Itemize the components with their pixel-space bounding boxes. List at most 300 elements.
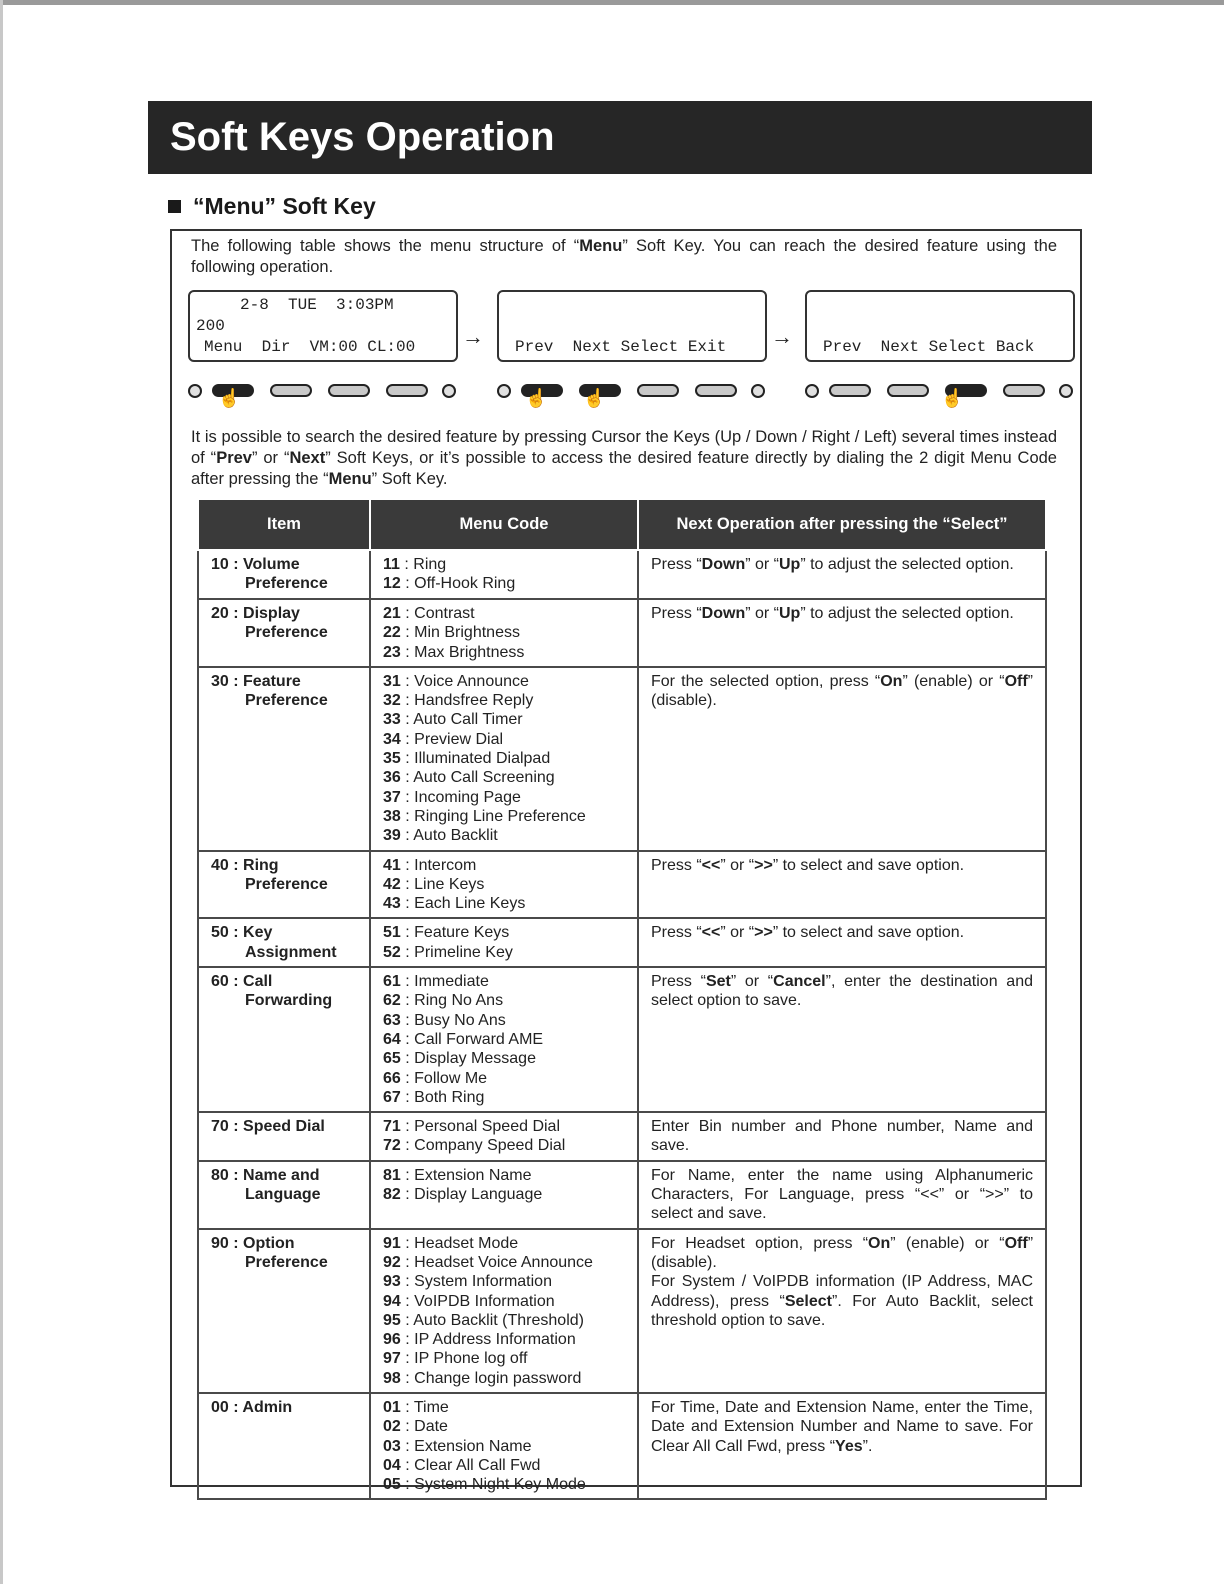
menu-code-label: VoIPDB Information: [414, 1292, 555, 1310]
menu-code-cell: [370, 550, 638, 599]
menu-code-label: Voice Announce: [414, 672, 529, 690]
soft-key-row-2: [497, 378, 769, 408]
item-name-line-2: Language: [245, 1186, 321, 1204]
item-cell: [198, 550, 370, 599]
soft-key-2[interactable]: [270, 384, 312, 397]
operation-text: ” or “: [720, 924, 755, 942]
menu-code-label: Headset Voice Announce: [414, 1253, 593, 1271]
menu-code-separator: :: [400, 973, 415, 991]
menu-code-separator: :: [400, 924, 415, 942]
menu-code-number: 52: [383, 943, 401, 961]
menu-code-line: [383, 923, 625, 942]
menu-code-label: Max Brightness: [414, 643, 525, 661]
intro-paragraph: [191, 236, 1057, 278]
menu-code-separator: :: [400, 788, 415, 806]
arrow-right-icon: →: [771, 324, 793, 349]
menu-code-line: [383, 788, 625, 807]
menu-code-label: Ringing Line Preference: [414, 807, 586, 825]
operation-keyword: <<: [701, 856, 721, 874]
square-bullet-icon: [168, 200, 181, 213]
menu-code-label: Extension Name: [414, 1437, 532, 1455]
menu-code-line: [383, 1166, 625, 1185]
menu-code-number: 34: [383, 730, 401, 748]
menu-code-separator: :: [400, 1118, 415, 1136]
page-title-banner: [148, 101, 1092, 174]
operation-text: Press “: [651, 973, 706, 991]
item-name: 30 : Feature: [211, 672, 301, 690]
menu-code-separator: :: [400, 895, 415, 913]
item-name-line-2: Preference: [245, 1253, 328, 1271]
menu-code-label: Each Line Keys: [414, 895, 526, 913]
menu-code-number: 32: [383, 692, 401, 710]
menu-code-number: 82: [383, 1186, 401, 1204]
menu-code-line: [383, 1417, 625, 1436]
item-name-line-2: Assignment: [245, 943, 337, 961]
menu-code-number: 03: [383, 1437, 401, 1455]
operation-keyword: Down: [701, 605, 746, 622]
operation-keyword: Yes: [835, 1437, 863, 1455]
item-name-line-2: Preference: [245, 624, 328, 642]
scroll-button-left[interactable]: [805, 384, 819, 398]
pressing-hand-icon: ☝: [941, 388, 964, 408]
menu-code-number: 61: [383, 973, 401, 991]
menu-code-number: 66: [383, 1069, 401, 1087]
soft-key-3[interactable]: [328, 384, 370, 397]
menu-code-separator: :: [400, 605, 415, 622]
menu-code-separator: :: [400, 1273, 415, 1291]
menu-code-number: 92: [383, 1253, 401, 1271]
section-heading: [168, 193, 376, 220]
lcd-screen-idle: [188, 290, 458, 362]
page-title: Soft Keys Operation: [170, 115, 555, 159]
menu-structure-table: [197, 500, 1047, 1500]
menu-code-separator: :: [400, 1456, 415, 1474]
item-name: 70 : Speed Dial: [211, 1118, 325, 1136]
menu-code-separator: :: [399, 556, 414, 573]
item-cell: [198, 599, 370, 667]
operation-text: Press “: [651, 924, 702, 942]
item-name: 10 : Volume: [211, 556, 300, 573]
item-cell: [198, 967, 370, 1112]
menu-code-label: Line Keys: [414, 875, 485, 893]
menu-code-line: [383, 555, 625, 574]
menu-code-label: Auto Call Timer: [413, 711, 523, 729]
next-operation-cell: [638, 918, 1046, 967]
menu-code-separator: :: [400, 643, 415, 661]
menu-code-line: [383, 691, 625, 710]
menu-code-label: Auto Backlit (Threshold): [413, 1311, 584, 1329]
menu-code-number: 97: [383, 1350, 401, 1368]
operation-text: For Name, enter the name using Alphanumeric Characters, For Language, press “<<” or “>>” to select and save.: [651, 1166, 1033, 1223]
lcd-line-3: Menu Dir VM:00 CL:00: [204, 338, 416, 356]
soft-key-4[interactable]: [1003, 384, 1045, 397]
menu-code-separator: :: [400, 1476, 415, 1494]
menu-code-label: Display Language: [414, 1186, 543, 1204]
menu-code-separator: :: [400, 624, 415, 642]
menu-code-label: Illuminated Dialpad: [414, 750, 551, 768]
soft-key-1[interactable]: [829, 384, 871, 397]
operation-keyword: Off: [1004, 672, 1028, 690]
scan-edge-top: [0, 0, 1224, 5]
menu-code-label: Auto Call Screening: [413, 769, 555, 787]
menu-code-separator: :: [400, 1311, 414, 1329]
menu-code-number: 91: [383, 1234, 401, 1252]
menu-code-separator: :: [400, 1088, 415, 1106]
menu-code-line: [383, 1437, 625, 1456]
lcd-line-2: 200: [196, 317, 225, 335]
soft-key-4[interactable]: [695, 384, 737, 397]
menu-code-label: Ring No Ans: [414, 992, 504, 1010]
menu-code-line: [383, 1330, 625, 1349]
operation-text: ” (enable) or “: [902, 672, 1005, 690]
menu-code-line: [383, 1234, 625, 1253]
operation-keyword: Set: [705, 973, 731, 991]
scroll-button-left[interactable]: [497, 384, 511, 398]
lcd-line-3: Prev Next Select Exit: [515, 338, 727, 356]
soft-key-4[interactable]: [386, 384, 428, 397]
intro-text-pre: The following table shows the menu structure of “: [191, 237, 580, 255]
operation-text: ” (disable).: [651, 672, 1033, 710]
intro-text-bold: Menu: [579, 237, 623, 255]
menu-code-cell: [370, 1112, 638, 1161]
menu-code-number: 31: [383, 672, 401, 690]
item-cell: [198, 918, 370, 967]
item-name-line-2: Preference: [245, 875, 328, 893]
menu-code-line: [383, 604, 625, 623]
table-row: [198, 1393, 1046, 1499]
menu-code-number: 93: [383, 1273, 401, 1291]
menu-code-label: Headset Mode: [414, 1234, 519, 1252]
menu-code-label: Incoming Page: [414, 788, 521, 806]
pressing-hand-icon: ☝: [583, 388, 606, 408]
menu-code-line: [383, 1369, 625, 1388]
operation-keyword: On: [880, 672, 903, 690]
menu-code-label: Both Ring: [414, 1088, 485, 1106]
operation-text: ” to select and save option.: [772, 856, 965, 874]
menu-code-line: [383, 749, 625, 768]
scroll-button-left[interactable]: [188, 384, 202, 398]
operation-text: Press “: [651, 556, 702, 573]
menu-code-cell: [370, 667, 638, 851]
operation-text: ”. For Auto Backlit, select threshold option to save.: [651, 1292, 1033, 1329]
menu-code-number: 51: [383, 924, 401, 942]
soft-key-row-3: [805, 378, 1077, 408]
menu-code-number: 05: [383, 1476, 401, 1494]
search-text-bold: Menu: [328, 470, 372, 488]
menu-code-line: [383, 1117, 625, 1136]
item-name: 90 : Option: [211, 1234, 295, 1252]
item-name-line-2: Preference: [245, 692, 328, 710]
operation-keyword: Down: [701, 556, 746, 573]
section-title: “Menu” Soft Key: [193, 193, 376, 219]
menu-code-separator: :: [400, 672, 415, 690]
menu-code-separator: :: [400, 1398, 414, 1416]
menu-code-number: 02: [383, 1418, 401, 1436]
menu-code-label: System Night Key Mode: [414, 1476, 586, 1494]
menu-code-separator: :: [400, 692, 415, 710]
item-name: 20 : Display: [211, 605, 300, 622]
menu-code-label: Change login password: [414, 1369, 582, 1387]
table-row: [198, 1112, 1046, 1161]
menu-code-separator: :: [400, 827, 414, 845]
operation-text: ” (enable) or “: [890, 1234, 1005, 1252]
menu-code-label: Time: [413, 1398, 449, 1416]
menu-code-separator: :: [400, 1186, 415, 1204]
menu-code-label: Ring: [413, 556, 447, 573]
item-name-line-2: Preference: [245, 575, 328, 593]
menu-code-line: [383, 1088, 625, 1107]
menu-code-line: [383, 856, 625, 875]
menu-code-line: [383, 1049, 625, 1068]
item-cell: [198, 1161, 370, 1229]
table-row: [198, 550, 1046, 599]
menu-code-line: [383, 672, 625, 691]
menu-code-separator: :: [400, 1369, 415, 1387]
menu-code-number: 01: [383, 1398, 401, 1416]
menu-code-cell: [370, 1229, 638, 1393]
pressing-hand-icon: ☝: [525, 388, 548, 408]
menu-code-label: Company Speed Dial: [414, 1137, 566, 1155]
operation-keyword: >>: [754, 924, 773, 942]
menu-code-separator: :: [400, 575, 415, 593]
menu-code-separator: :: [400, 711, 414, 729]
menu-code-number: 42: [383, 875, 401, 893]
menu-code-number: 64: [383, 1030, 401, 1048]
menu-code-line: [383, 1069, 625, 1088]
menu-code-number: 95: [383, 1311, 401, 1329]
search-text: ” or “: [251, 449, 290, 467]
menu-code-cell: [370, 599, 638, 667]
menu-code-number: 94: [383, 1292, 401, 1310]
menu-code-line: [383, 1311, 625, 1330]
lcd-line-3: Prev Next Select Back: [823, 338, 1035, 356]
lcd-screen-submenu: [805, 290, 1075, 362]
operation-text: For the selected option, press “: [651, 672, 881, 690]
operation-text: Press “: [651, 856, 702, 874]
operation-text: ” or “: [745, 556, 779, 573]
item-cell: [198, 1229, 370, 1393]
menu-code-label: Display Message: [414, 1050, 536, 1068]
menu-code-number: 35: [383, 750, 401, 768]
operation-keyword: Off: [1004, 1234, 1028, 1252]
operation-keyword: <<: [701, 924, 721, 942]
table-row: [198, 918, 1046, 967]
menu-code-number: 37: [383, 788, 401, 806]
menu-code-label: IP Address Information: [414, 1331, 576, 1349]
menu-code-number: 72: [383, 1137, 401, 1155]
menu-code-separator: :: [400, 1030, 415, 1048]
menu-code-number: 12: [383, 575, 401, 593]
menu-code-line: [383, 1272, 625, 1291]
column-header-item: Item: [198, 500, 370, 550]
menu-code-label: Busy No Ans: [414, 1011, 506, 1029]
operation-text: ”.: [862, 1437, 873, 1455]
soft-key-3[interactable]: [637, 384, 679, 397]
menu-code-line: [383, 1185, 625, 1204]
menu-code-number: 71: [383, 1118, 401, 1136]
operation-text: ” to adjust the selected option.: [800, 605, 1014, 622]
table-row: [198, 667, 1046, 851]
menu-code-line: [383, 1456, 625, 1475]
column-header-menu-code: Menu Code: [370, 500, 638, 550]
menu-code-line: [383, 710, 625, 729]
menu-code-number: 23: [383, 643, 401, 661]
menu-code-label: Follow Me: [414, 1069, 488, 1087]
menu-code-separator: :: [400, 1350, 415, 1368]
menu-code-label: Primeline Key: [414, 943, 513, 961]
operation-text: ” (disable).: [651, 1234, 1034, 1271]
menu-code-number: 39: [383, 827, 401, 845]
menu-code-separator: :: [400, 1050, 415, 1068]
menu-code-number: 22: [383, 624, 401, 642]
search-text-bold: Prev: [216, 449, 252, 467]
menu-code-number: 21: [383, 605, 401, 622]
menu-code-line: [383, 826, 625, 845]
lcd-screen-menu: [497, 290, 767, 362]
next-operation-cell: [638, 667, 1046, 851]
menu-code-separator: :: [400, 750, 415, 768]
next-operation-cell: [638, 599, 1046, 667]
operation-text: ”, enter the destination and select option to save.: [651, 973, 1033, 1010]
scroll-button-right[interactable]: [442, 384, 456, 398]
menu-code-number: 04: [383, 1456, 401, 1474]
operation-keyword: Up: [779, 556, 801, 573]
search-text: ” Soft Keys, or it’s possible to access the desired feature directly by dialing the 2 digit Menu Code after pressing the “: [191, 449, 1057, 488]
menu-code-number: 41: [383, 856, 401, 874]
menu-code-label: Auto Backlit: [413, 827, 498, 845]
operation-keyword: Select: [784, 1292, 832, 1310]
menu-code-cell: [370, 1161, 638, 1229]
next-operation-cell: [638, 1161, 1046, 1229]
menu-code-label: Personal Speed Dial: [414, 1118, 561, 1136]
menu-code-label: Clear All Call Fwd: [414, 1456, 541, 1474]
menu-code-cell: [370, 918, 638, 967]
menu-code-line: [383, 972, 625, 991]
menu-code-line: [383, 894, 625, 913]
menu-code-cell: [370, 851, 638, 919]
menu-code-separator: :: [400, 807, 415, 825]
menu-code-label: IP Phone log off: [414, 1350, 528, 1368]
menu-code-line: [383, 943, 625, 962]
next-operation-cell: [638, 967, 1046, 1112]
menu-code-number: 65: [383, 1050, 401, 1068]
item-name: 00 : Admin: [211, 1398, 293, 1416]
menu-code-cell: [370, 967, 638, 1112]
scroll-button-right[interactable]: [1059, 384, 1073, 398]
menu-code-separator: :: [400, 875, 415, 893]
table-row: [198, 599, 1046, 667]
operation-text: For Headset option, press “: [651, 1234, 869, 1252]
lcd-line-1: 2-8 TUE 3:03PM: [240, 296, 394, 314]
item-name: 60 : Call: [211, 973, 273, 991]
operation-text: For System / VoIPDB information (IP Address, MAC Address), press “: [651, 1273, 1033, 1310]
search-text: ” Soft Key.: [371, 470, 448, 488]
menu-code-label: Feature Keys: [414, 924, 510, 942]
menu-code-separator: :: [400, 992, 415, 1010]
menu-code-number: 33: [383, 711, 401, 729]
scan-edge-left: [0, 0, 3, 1584]
item-cell: [198, 667, 370, 851]
item-name-line-2: Forwarding: [245, 992, 333, 1010]
menu-code-separator: :: [400, 856, 415, 874]
operation-text: ” or “: [720, 856, 755, 874]
menu-code-label: Extension Name: [414, 1166, 532, 1184]
menu-code-label: Date: [414, 1418, 448, 1436]
table-row: [198, 1229, 1046, 1393]
menu-code-number: 62: [383, 992, 401, 1010]
menu-code-line: [383, 768, 625, 787]
menu-code-number: 11: [383, 556, 400, 573]
item-cell: [198, 851, 370, 919]
menu-code-line: [383, 1253, 625, 1272]
menu-code-separator: :: [400, 1292, 415, 1310]
menu-code-separator: :: [400, 1437, 415, 1455]
menu-code-number: 81: [383, 1166, 401, 1184]
intro-text-post: ” Soft Key. You can reach the desired feature using the following operation.: [191, 237, 1057, 276]
menu-code-line: [383, 875, 625, 894]
menu-code-separator: :: [400, 1069, 415, 1087]
menu-code-line: [383, 1475, 625, 1494]
menu-code-number: 98: [383, 1369, 401, 1387]
menu-code-label: Handsfree Reply: [414, 692, 534, 710]
next-operation-cell: [638, 1229, 1046, 1393]
menu-code-separator: :: [400, 943, 415, 961]
menu-code-number: 43: [383, 895, 401, 913]
arrow-right-icon: →: [462, 324, 484, 349]
operation-text: ” to select and save option.: [772, 924, 965, 942]
menu-code-number: 38: [383, 807, 401, 825]
operation-keyword: On: [868, 1234, 891, 1252]
item-cell: [198, 1393, 370, 1499]
next-operation-cell: [638, 1393, 1046, 1499]
operation-text: Press “: [651, 605, 702, 622]
menu-code-number: 63: [383, 1011, 401, 1029]
menu-code-separator: :: [400, 1234, 415, 1252]
item-name: 50 : Key: [211, 924, 273, 942]
soft-key-2[interactable]: [887, 384, 929, 397]
menu-code-line: [383, 1398, 625, 1417]
next-operation-cell: [638, 550, 1046, 599]
search-text-bold: Next: [289, 449, 326, 467]
menu-code-line: [383, 730, 625, 749]
operation-keyword: Cancel: [773, 973, 826, 991]
item-name: 40 : Ring: [211, 856, 279, 874]
operation-keyword: >>: [754, 856, 773, 874]
menu-code-number: 67: [383, 1088, 401, 1106]
menu-code-label: Immediate: [414, 973, 489, 991]
next-operation-cell: [638, 851, 1046, 919]
menu-code-separator: :: [400, 1011, 415, 1029]
menu-code-line: [383, 1011, 625, 1030]
operation-text: For Time, Date and Extension Name, enter the Time, Date and Extension Number and Name to save. For Clear All Call Fwd, press “: [651, 1398, 1033, 1455]
menu-code-line: [383, 1349, 625, 1368]
menu-code-label: Contrast: [414, 605, 475, 622]
menu-code-label: Intercom: [414, 856, 477, 874]
menu-code-label: Preview Dial: [414, 730, 504, 748]
operation-text: ” to adjust the selected option.: [800, 556, 1014, 573]
menu-code-cell: [370, 1393, 638, 1499]
item-name: 80 : Name and: [211, 1166, 320, 1184]
menu-code-line: [383, 1030, 625, 1049]
pressing-hand-icon: ☝: [218, 388, 241, 408]
menu-code-line: [383, 623, 625, 642]
table-row: [198, 851, 1046, 919]
menu-code-separator: :: [400, 1331, 415, 1349]
menu-code-number: 96: [383, 1331, 401, 1349]
column-header-next-operation: Next Operation after pressing the “Select”: [638, 500, 1046, 550]
scroll-button-right[interactable]: [751, 384, 765, 398]
menu-code-label: System Information: [414, 1273, 552, 1291]
